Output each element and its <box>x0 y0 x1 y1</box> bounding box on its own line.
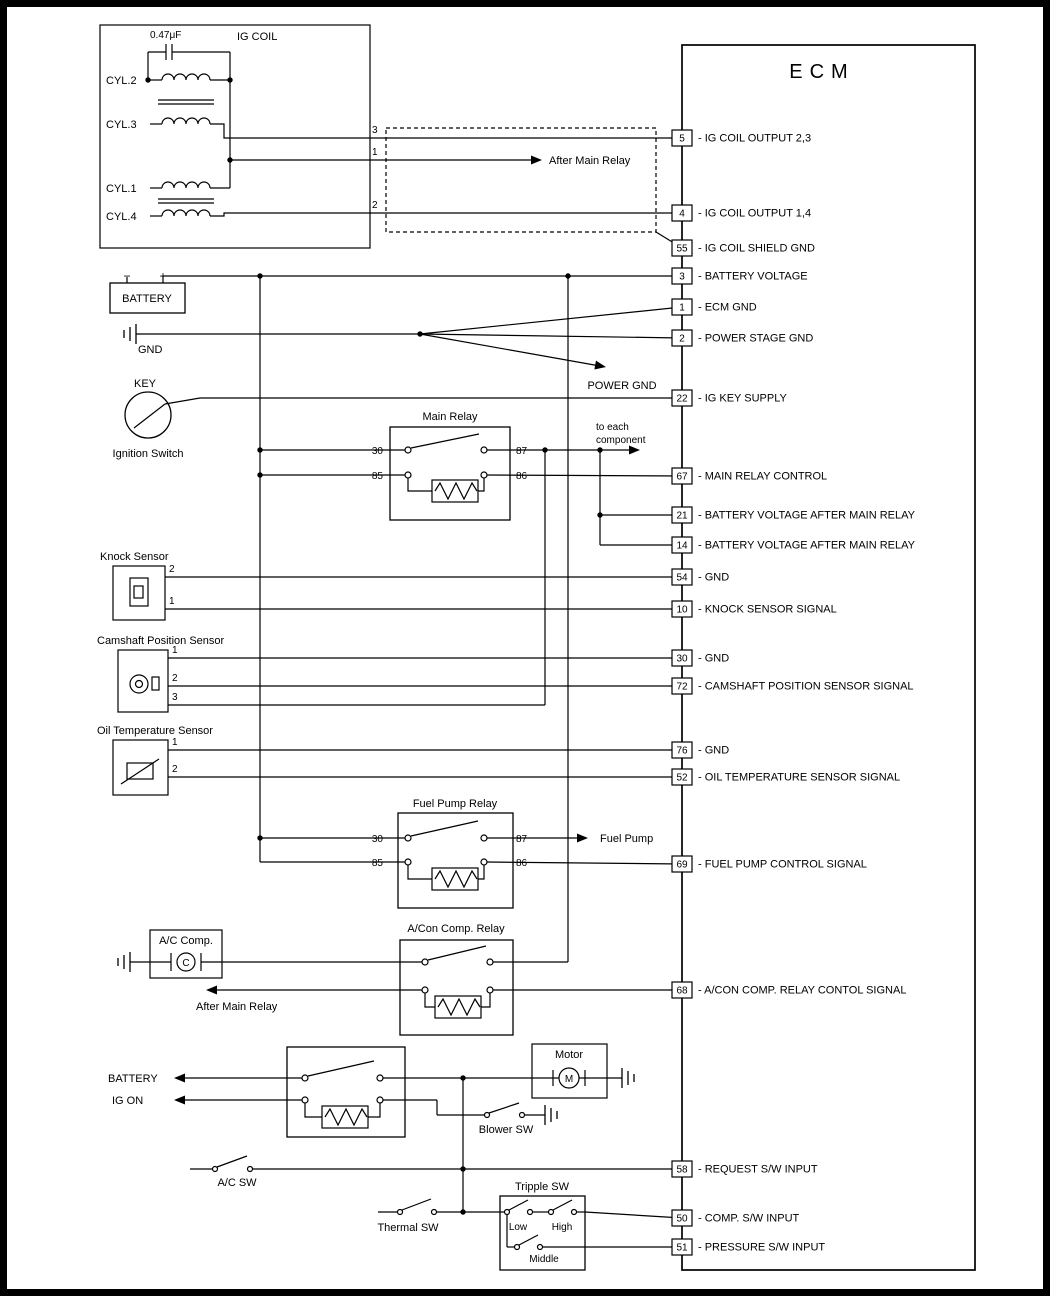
ecm-pin <box>672 507 916 523</box>
pin-number: 76 <box>676 745 688 757</box>
switch-contact <box>538 1245 543 1250</box>
ac-sw-label: A/C SW <box>217 1177 257 1189</box>
pin-number: 51 <box>676 1242 688 1254</box>
shield-area <box>372 125 656 232</box>
switch-arm <box>519 1235 538 1245</box>
pin-label: - GND <box>698 571 730 584</box>
knock-sensor <box>100 551 175 620</box>
acon-comp-relay <box>196 923 513 1035</box>
pin-label: - IG COIL SHIELD GND <box>698 242 815 255</box>
pin-label: - IG COIL OUTPUT 2,3 <box>698 132 812 145</box>
ecm-pin <box>672 650 729 666</box>
ecm-module <box>672 45 975 1270</box>
switch-contact <box>213 1167 218 1172</box>
blower-relay <box>108 1047 405 1137</box>
ecm-pin <box>672 130 811 146</box>
arrow-fuel-pump <box>577 834 588 843</box>
blower-sw-label: Blower SW <box>478 1124 534 1136</box>
arrow-to-each-component <box>629 446 640 455</box>
fuel-pump-relay-box <box>398 813 513 908</box>
cyl1-label: CYL.1 <box>106 183 137 195</box>
camshaft-pin2: 2 <box>172 673 178 684</box>
pin-number: 55 <box>676 243 688 255</box>
fuel-pump-relay <box>372 798 653 908</box>
switch-contact <box>485 1113 490 1118</box>
ac-switch <box>213 1156 258 1189</box>
main-relay-pin87: 87 <box>516 446 528 457</box>
main-relay-pin30: 30 <box>371 446 383 457</box>
fuel-pump-label: Fuel Pump <box>600 833 654 845</box>
camshaft-sensor-symbol <box>130 675 148 693</box>
wire-number-3: 3 <box>372 125 378 136</box>
ecm-pin <box>672 742 729 758</box>
ecm-pin <box>672 856 867 872</box>
ig-on-feed-label: IG ON <box>112 1095 144 1107</box>
camshaft-sensor-symbol-inner <box>136 681 143 688</box>
switch-contact <box>572 1210 577 1215</box>
battery-label: BATTERY <box>122 293 172 305</box>
pin-number: 68 <box>676 985 688 997</box>
pin-number: 10 <box>676 604 688 616</box>
relay-coil <box>322 1106 368 1128</box>
arrow-after-main-relay-top <box>531 156 542 165</box>
pin-number: 14 <box>676 540 688 552</box>
relay-contact <box>422 987 428 993</box>
pin-label: - MAIN RELAY CONTROL <box>698 470 828 483</box>
ig-coil-box <box>100 25 370 248</box>
fuel-relay-pin30: 30 <box>371 834 383 845</box>
ecm-pin <box>672 601 837 617</box>
relay-arm <box>428 946 486 960</box>
relay-contact <box>377 1075 383 1081</box>
oil-temperature-sensor <box>97 725 213 795</box>
ground-icon <box>622 1068 634 1088</box>
pin-label: - GND <box>698 652 730 665</box>
arrow-ig-on-feed <box>174 1096 185 1105</box>
pin-number: 69 <box>676 859 688 871</box>
relay-arm <box>411 434 479 448</box>
relay-contact <box>487 959 493 965</box>
arrow-battery-feed <box>174 1074 185 1083</box>
knock-sensor-symbol <box>130 578 148 606</box>
pin-label: - KNOCK SENSOR SIGNAL <box>698 603 837 616</box>
ac-compressor <box>118 930 222 978</box>
main-relay-pin85: 85 <box>371 471 383 482</box>
pin-label: - IG KEY SUPPLY <box>698 392 787 405</box>
ecm-pin <box>672 468 827 484</box>
pin-number: 50 <box>676 1213 688 1225</box>
ecm-pin <box>672 1161 818 1177</box>
pin-label: - CAMSHAFT POSITION SENSOR SIGNAL <box>698 680 914 693</box>
pin-number: 1 <box>679 302 685 314</box>
cyl3-label: CYL.3 <box>106 119 137 131</box>
relay-contact <box>405 835 411 841</box>
main-relay-title: Main Relay <box>422 411 478 423</box>
tripple-high-label: High <box>551 1222 573 1233</box>
power-gnd-label: POWER GND <box>587 380 657 392</box>
pin-number: 5 <box>679 133 685 145</box>
relay-arm <box>308 1061 374 1076</box>
after-main-relay-note-top: After Main Relay <box>549 155 631 167</box>
pin-label: - IG COIL OUTPUT 1,4 <box>698 207 812 220</box>
ac-comp-symbol: C <box>182 958 190 969</box>
ig-coil-label: IG COIL <box>237 31 278 43</box>
switch-arm <box>402 1199 431 1210</box>
pin-label: - OIL TEMPERATURE SENSOR SIGNAL <box>698 771 901 784</box>
ecm-pin <box>672 769 900 785</box>
pin-label: - BATTERY VOLTAGE AFTER MAIN RELAY <box>698 509 915 522</box>
pin-number: 67 <box>676 471 688 483</box>
acon-relay-title: A/Con Comp. Relay <box>407 923 505 935</box>
oil-temp-pin2: 2 <box>172 764 178 775</box>
pin-label: - GND <box>698 744 730 757</box>
blower-switch <box>479 1103 557 1136</box>
pin-number: 3 <box>679 271 685 283</box>
motor-symbol: M <box>564 1074 574 1085</box>
relay-contact <box>422 959 428 965</box>
switch-contact <box>549 1210 554 1215</box>
fuel-relay-pin86: 86 <box>516 858 528 869</box>
pin-label: - FUEL PUMP CONTROL SIGNAL <box>698 858 867 871</box>
key-circle <box>125 392 171 438</box>
knock-pin2: 2 <box>169 564 175 575</box>
ig-coil-unit <box>100 25 370 248</box>
oil-temp-pin1: 1 <box>172 737 178 748</box>
to-each-component-line1: to each <box>596 422 629 433</box>
camshaft-sensor-title: Camshaft Position Sensor <box>97 635 225 647</box>
relay-contact <box>302 1075 308 1081</box>
relay-contact <box>405 859 411 865</box>
relay-contact <box>377 1097 383 1103</box>
pin-number: 22 <box>676 393 688 405</box>
ground-icon <box>545 1105 557 1125</box>
pin-label: - REQUEST S/W INPUT <box>698 1163 818 1176</box>
main-relay-pin86: 86 <box>516 471 528 482</box>
camshaft-sensor-symbol-tab <box>152 677 159 690</box>
arrow-power-gnd <box>594 361 606 372</box>
pin-label: - A/CON COMP. RELAY CONTOL SIGNAL <box>698 984 907 997</box>
knock-sensor-title: Knock Sensor <box>100 551 169 563</box>
camshaft-position-sensor <box>97 635 225 712</box>
ground-icon <box>118 952 130 972</box>
after-main-relay-note-acon: After Main Relay <box>196 1001 278 1013</box>
switch-contact <box>398 1210 403 1215</box>
pin-label: - PRESSURE S/W INPUT <box>698 1241 826 1254</box>
tripple-switch <box>500 1181 585 1270</box>
pin-number: 21 <box>676 510 688 522</box>
ecm-pin <box>672 569 729 585</box>
ecm-pin <box>672 390 788 406</box>
blower-motor <box>532 1044 634 1098</box>
battery-feed-label: BATTERY <box>108 1073 158 1085</box>
knock-sensor-box <box>113 566 165 620</box>
pin-number: 4 <box>679 208 685 220</box>
ecm-pin <box>672 1210 800 1226</box>
ecm-title: ECM <box>789 61 855 83</box>
relay-contact <box>481 835 487 841</box>
key-label: KEY <box>134 378 157 390</box>
cyl2-label: CYL.2 <box>106 75 137 87</box>
ecm-pin <box>672 537 916 553</box>
relay-arm <box>411 821 478 836</box>
pin-label: - ECM GND <box>698 301 757 314</box>
relay-contact <box>405 447 411 453</box>
cyl4-label: CYL.4 <box>106 211 137 223</box>
relay-coil <box>432 868 478 890</box>
switch-arm <box>509 1200 528 1210</box>
ground-icon <box>124 324 136 344</box>
ecm-pin <box>672 299 757 315</box>
ecm-pin <box>672 330 813 346</box>
camshaft-pin3: 3 <box>172 692 178 703</box>
pin-number: 72 <box>676 681 688 693</box>
wire-number-1: 1 <box>372 147 378 158</box>
switch-contact <box>520 1113 525 1118</box>
coil-winding <box>162 118 210 124</box>
ignition-switch-label: Ignition Switch <box>112 448 184 460</box>
ecm-pin <box>672 1239 825 1255</box>
pin-label: - POWER STAGE GND <box>698 332 814 345</box>
capacitor-value: 0.47μF <box>150 30 182 41</box>
pin-number: 52 <box>676 772 688 784</box>
switch-contact <box>432 1210 437 1215</box>
switch-contact <box>515 1245 520 1250</box>
to-each-component-line2: component <box>596 435 646 446</box>
wire-number-2: 2 <box>372 200 378 211</box>
ecm-pin <box>672 982 906 998</box>
fuel-pump-relay-title: Fuel Pump Relay <box>412 798 498 810</box>
coil-winding <box>162 182 210 188</box>
fuel-relay-pin87: 87 <box>516 834 528 845</box>
arrow-after-main-relay-acon <box>206 986 217 995</box>
oil-temp-sensor-title: Oil Temperature Sensor <box>97 725 213 737</box>
pin-number: 30 <box>676 653 688 665</box>
ecm-pin <box>672 678 914 694</box>
battery-neg-terminal: − <box>123 269 131 283</box>
coil-winding <box>162 74 210 80</box>
pin-number: 54 <box>676 572 688 584</box>
thermal-switch <box>377 1199 439 1234</box>
main-relay <box>372 411 646 520</box>
pin-number: 58 <box>676 1164 688 1176</box>
tripple-middle-label: Middle <box>529 1254 559 1265</box>
switch-contact <box>248 1167 253 1172</box>
tripple-sw-title: Tripple SW <box>515 1181 569 1193</box>
switch-arm <box>489 1103 519 1113</box>
switch-arm <box>217 1156 247 1167</box>
ac-comp-title: A/C Comp. <box>159 935 213 947</box>
tripple-low-label: Low <box>508 1222 528 1233</box>
switch-arm <box>553 1200 572 1210</box>
switch-contact <box>505 1210 510 1215</box>
thermal-sw-label: Thermal SW <box>377 1222 439 1234</box>
ecm-pin <box>672 240 815 256</box>
knock-pin1: 1 <box>169 596 175 607</box>
pin-label: - BATTERY VOLTAGE AFTER MAIN RELAY <box>698 539 915 552</box>
fuel-relay-pin85: 85 <box>371 858 383 869</box>
pin-label: - COMP. S/W INPUT <box>698 1212 800 1225</box>
motor-title: Motor <box>554 1049 584 1061</box>
acon-relay-box <box>400 940 513 1035</box>
relay-contact <box>302 1097 308 1103</box>
relay-coil <box>432 480 478 502</box>
relay-contact <box>481 859 487 865</box>
switch-contact <box>528 1210 533 1215</box>
shield-dotted-box <box>386 128 656 232</box>
relay-contact <box>405 472 411 478</box>
oil-temp-sensor-box <box>113 740 168 795</box>
coil-winding <box>162 210 210 216</box>
camshaft-pin1: 1 <box>172 645 178 656</box>
relay-contact <box>487 987 493 993</box>
pin-label: - BATTERY VOLTAGE <box>698 270 808 283</box>
knock-sensor-symbol-inner <box>134 586 143 598</box>
relay-contact <box>481 472 487 478</box>
ignition-switch <box>113 378 184 460</box>
pin-number: 2 <box>679 333 685 345</box>
ecm-pin <box>672 268 808 284</box>
battery-pos-terminal: + <box>159 269 167 283</box>
relay-contact <box>481 447 487 453</box>
camshaft-sensor-box <box>118 650 168 712</box>
relay-coil <box>435 996 481 1018</box>
gnd-label: GND <box>138 344 163 356</box>
ecm-pin <box>672 205 811 221</box>
